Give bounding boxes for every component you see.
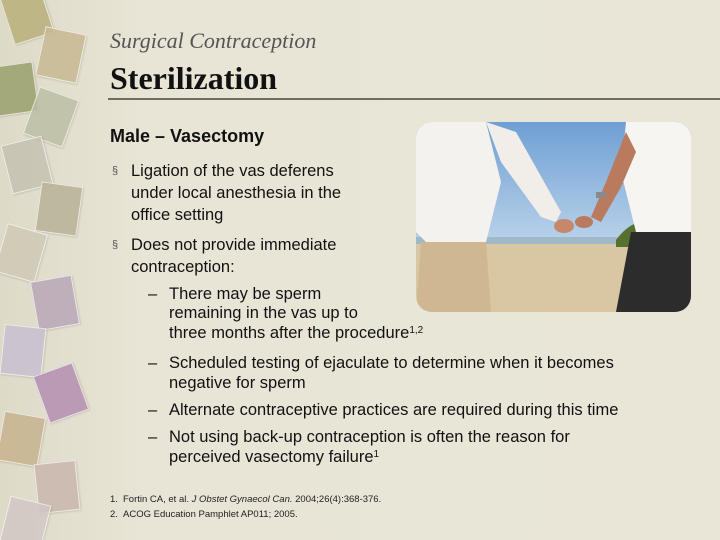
reference-item: 2. ACOG Education Pamphlet AP011; 2005. [110,509,298,520]
bullet-marker: § [112,239,119,251]
bullet-text: under local anesthesia in the [131,184,342,202]
decorative-tile [0,223,48,283]
sub-bullet-text: perceived vasectomy failure$^1$ [169,448,380,466]
section-heading: Male – Vasectomy [110,126,265,146]
couple-holding-hands-photo [416,122,691,312]
slide-subtitle: Surgical Contraception [110,28,317,53]
references [110,492,381,522]
bullet-text: contraception: [131,258,235,276]
decorative-tile [35,181,84,236]
sub-bullet-text: negative for sperm [169,374,306,392]
bullet-text: office setting [131,206,224,224]
dash-marker: – [148,285,158,303]
bullet-marker: § [112,165,119,177]
bullet-text: Ligation of the vas deferens [131,162,334,180]
decorative-tile [35,26,86,84]
decorative-tile [0,324,46,378]
sub-bullet-text: remaining in the vas up to [169,304,358,322]
dash-marker: – [148,354,158,372]
citation-superscript: 1 [373,449,380,460]
sub-bullet-text: Alternate contraceptive practices are required during this time [169,401,619,419]
dash-marker: – [148,428,158,446]
decorative-tile [30,275,80,332]
slide-title: Sterilization [110,60,278,96]
dash-marker: – [148,401,158,419]
title-divider [108,98,720,100]
decorative-tile [0,411,46,468]
sub-bullet-text: Not using back-up contraception is often the reason for [169,428,570,446]
sub-bullet-text: Scheduled testing of ejaculate to determine when it becomes [169,354,614,372]
sub-bullet-text: There may be sperm [169,285,322,303]
citation-superscript: 1,2 [409,325,424,336]
beach-photo-illustration [416,122,691,312]
decorative-tile-strip [0,0,100,540]
sub-bullet-text: three months after the procedure$^{1,2}$ [169,324,424,342]
reference-item: 1. Fortin CA, et al. J Obstet Gynaecol Can. 2004;26(4):368-376. [110,494,382,505]
bullet-text: Does not provide immediate [131,236,337,254]
